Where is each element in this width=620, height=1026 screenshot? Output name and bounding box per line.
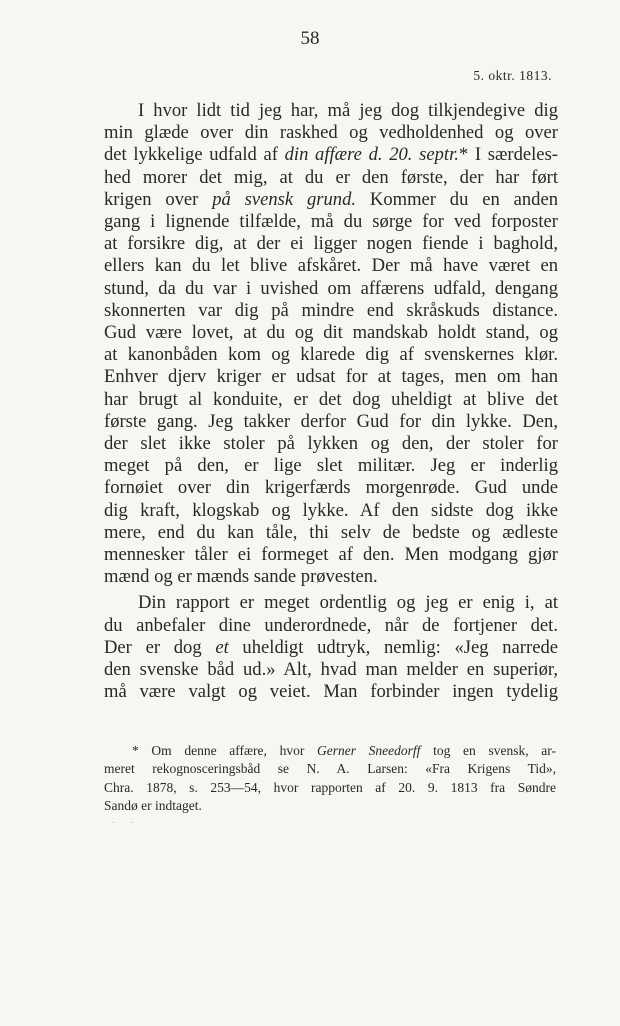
body-line: Enhver djerv kriger er udsat for at tages, men om han — [104, 366, 558, 388]
body-line: I hvor lidt tid jeg har, må jeg dog tilkjendegive dig — [138, 100, 558, 121]
body-line: ellers kan du let blive afskåret. Der må have været en — [104, 255, 558, 277]
body-line: må være valgt og veiet. Man forbinder ingen tydelig — [104, 681, 558, 703]
body-line: stund, da du var i uvished om affærens udfald, dengang — [104, 277, 558, 299]
footnote-line: Sandø er indtaget. — [104, 798, 202, 814]
body-line: hed morer det mig, at du er den første, der har ført — [104, 166, 558, 188]
footnote-line: meret rekognosceringsbåd se N. A. Larsen: «Fra Krigens Tid», — [104, 761, 556, 777]
body-line: mere, end du kan tåle, thi selv de bedste og ædleste — [104, 521, 558, 543]
letter-body — [104, 100, 558, 703]
body-line: Gud være lovet, at du og dit mandskab holdt stand, og — [104, 322, 558, 344]
body-line: du anbefaler dine underordnede, når de fortjener det. — [104, 614, 558, 636]
footnote — [104, 742, 556, 816]
body-line: mennesker tåler ei formeget af den. Men modgang gjør — [104, 544, 558, 566]
body-line: det lykkelige udfald af din affære d. 20. septr.* I særdeles- — [104, 144, 558, 166]
body-line: gang i lignende tilfælde, må du sørge for ved forposter — [104, 211, 558, 233]
body-line: at kanonbåden kom og klarede dig af svenskernes klør. — [104, 344, 558, 366]
body-line: dig kraft, klogskab og lykke. Af den sidste dog ikke — [104, 499, 558, 521]
footnote-line: Chra. 1878, s. 253—54, hvor rapporten af 20. 9. 1813 fra Søndre — [104, 779, 556, 795]
body-line: skonnerten var dig på mindre end skråskuds distance. — [104, 299, 558, 321]
body-line: Der er dog et uheldigt udtryk, nemlig: «Jeg narrede — [104, 636, 558, 658]
emphasis: din affære d. 20. septr. — [284, 144, 459, 166]
footnote-line: * Om denne affære, hvor Gerner Sneedorff tog en svensk, ar- — [132, 743, 556, 758]
scan-speck: · · — [112, 818, 140, 829]
emphasis: et — [215, 636, 229, 658]
body-line: mænd og er mænds sande prøvesten. — [104, 566, 378, 588]
date-line: 5. oktr. 1813. — [473, 68, 552, 83]
body-line: meget på den, er lige slet militær. Jeg er inderlig — [104, 455, 558, 477]
body-line: den svenske båd ud.» Alt, hvad man melder en superiør, — [104, 659, 558, 681]
body-line: der slet ikke stoler på lykken og den, der stoler for — [104, 433, 558, 455]
body-line: Din rapport er meget ordentlig og jeg er enig i, at — [138, 592, 558, 614]
body-line: at forsikre dig, at der ei ligger nogen fiende i baghold, — [104, 233, 558, 255]
page-number: 58 — [300, 28, 320, 49]
emphasis: på svensk grund. — [212, 188, 357, 210]
body-line: min glæde over din raskhed og vedholdenhed og over — [104, 122, 558, 144]
body-line: første gang. Jeg takker derfor Gud for din lykke. Den, — [104, 410, 558, 432]
body-line: krigen over på svensk grund. Kommer du en anden — [104, 188, 559, 210]
emphasis: Gerner Sneedorff — [317, 743, 421, 758]
body-line: har brugt al konduite, er det dog uheldigt at blive det — [104, 388, 558, 410]
body-line: fornøiet over din krigerfærds morgenrøde. Gud unde — [104, 477, 558, 499]
